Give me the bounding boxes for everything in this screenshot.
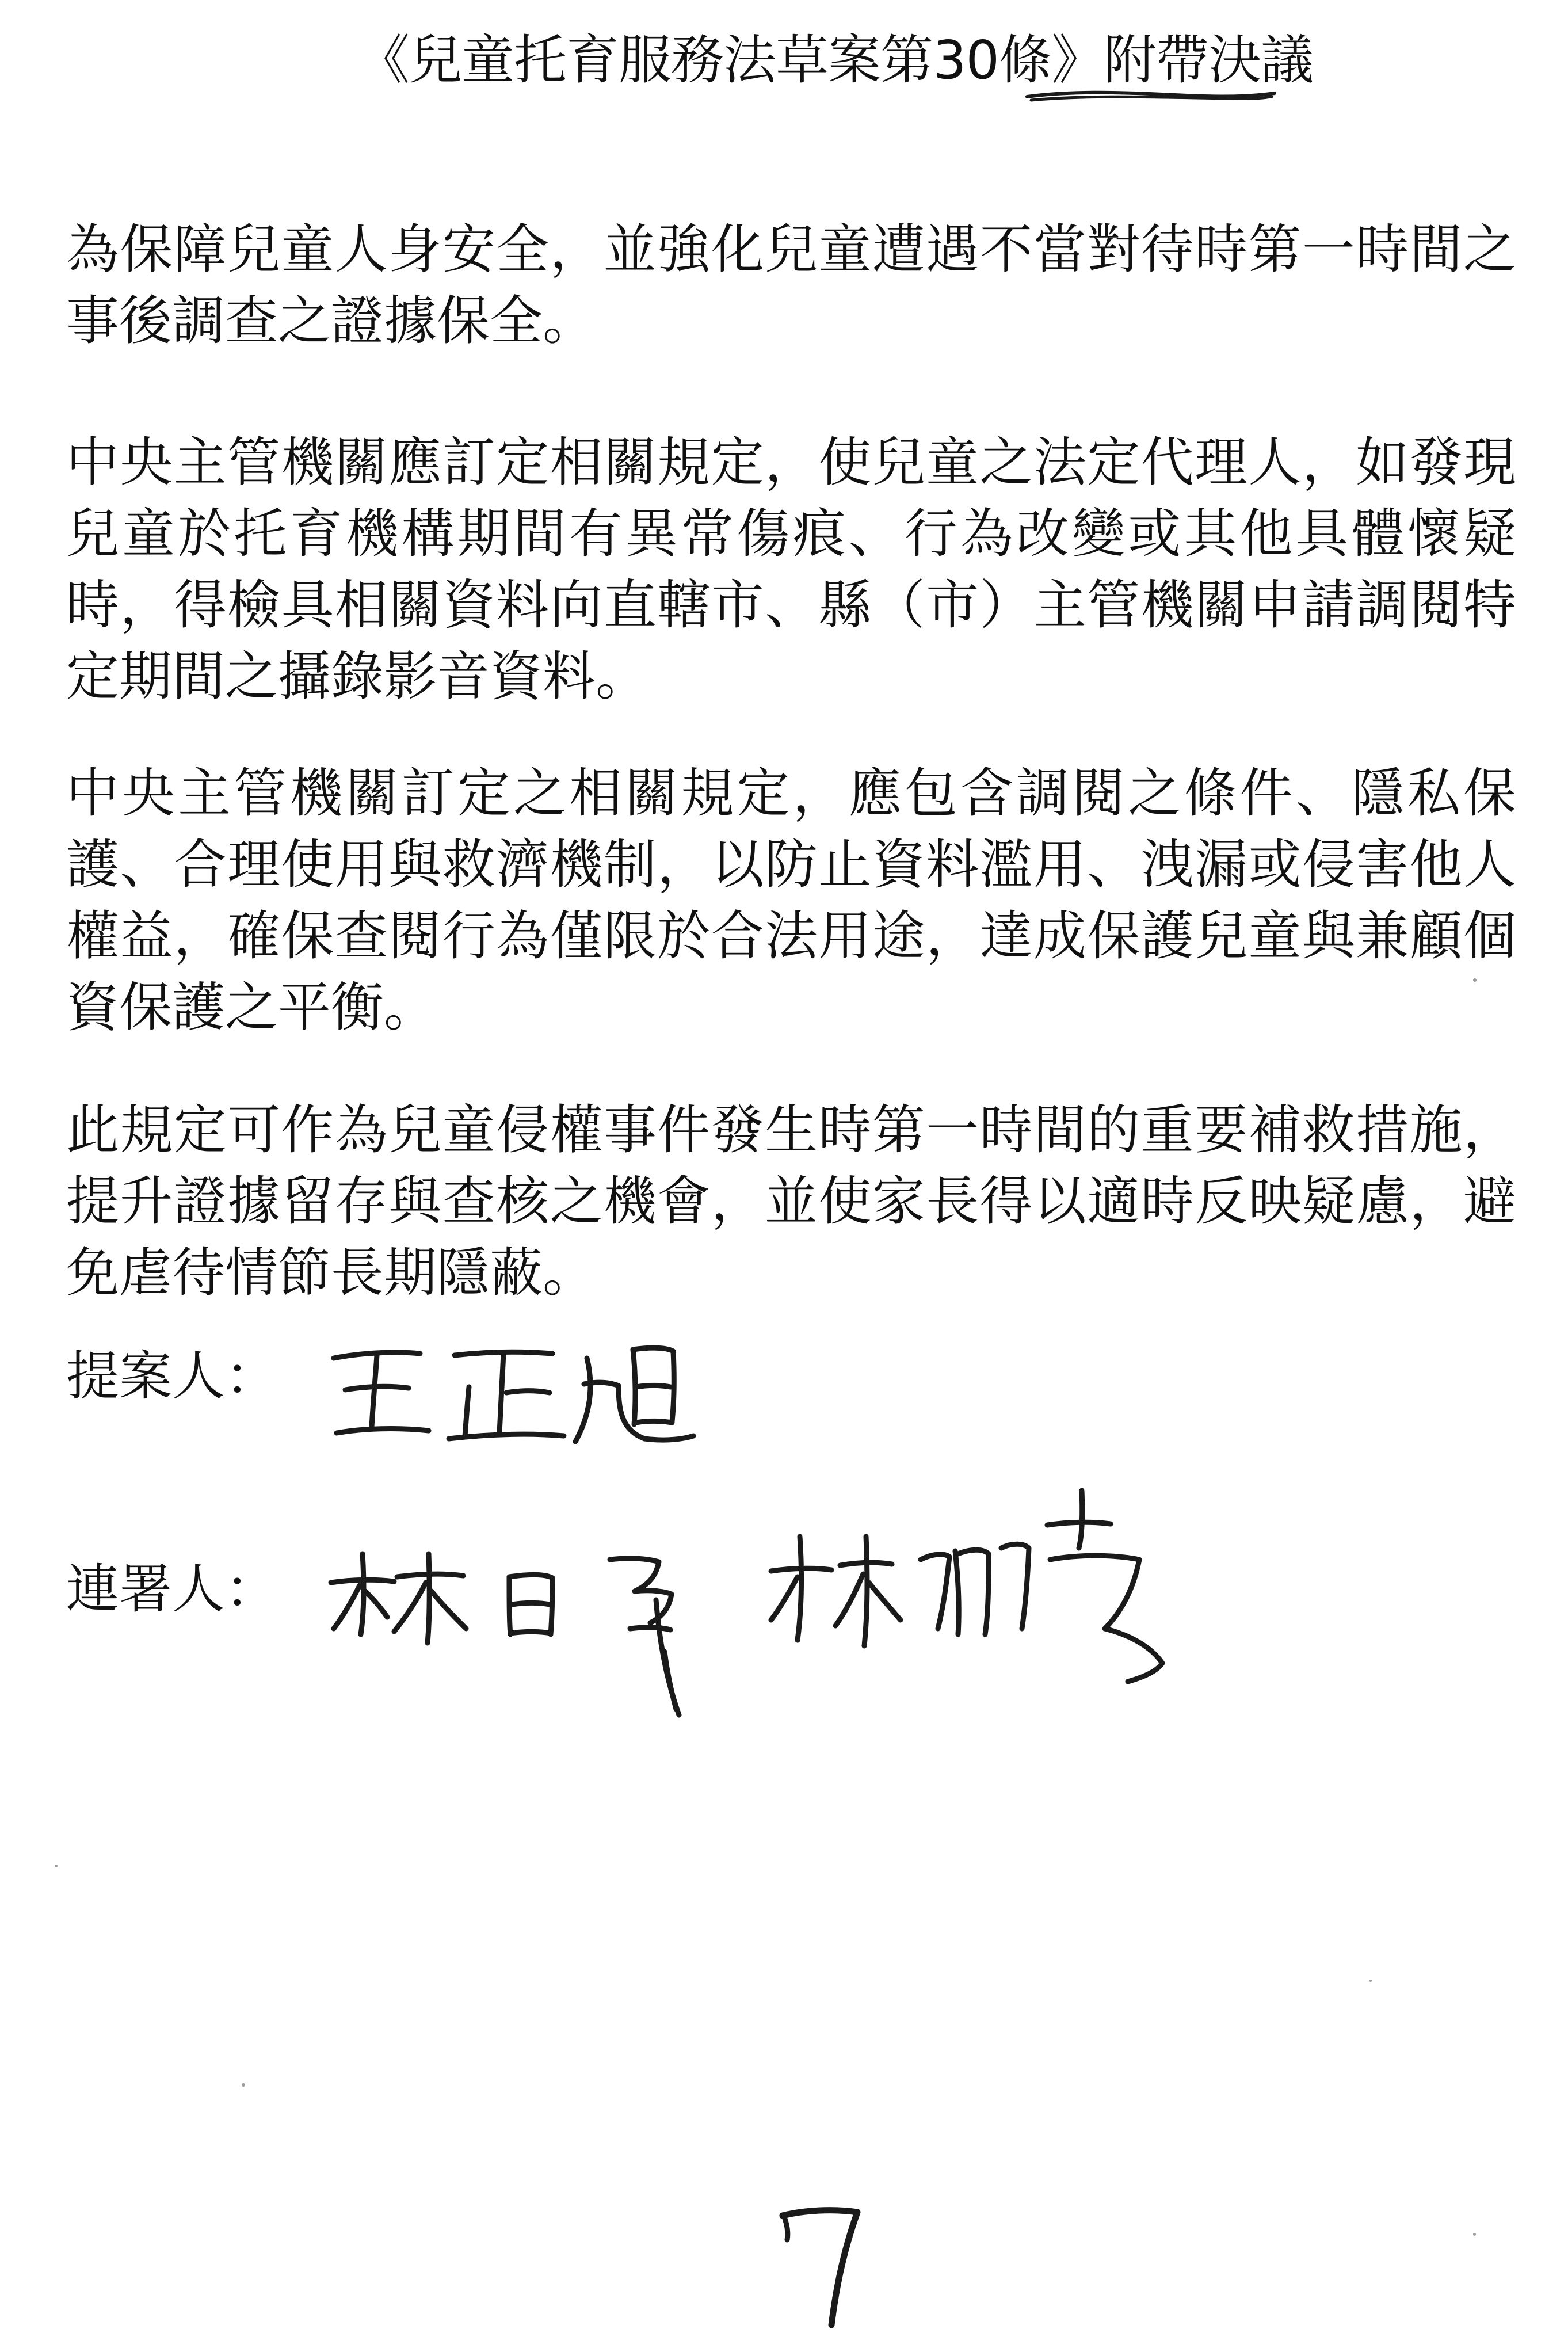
paragraph-safeguards: 中央主管機關訂定之相關規定，應包含調閱之條件、隱私保護、合理使用與救濟機制，以防止資料濫用、洩漏或侵害他人權益，確保查閱行為僅限於合法用途，達成保護兒童與兼顧個資保護之平衡。 bbox=[66, 763, 1516, 1038]
page-number-mark bbox=[771, 2193, 875, 2331]
paragraph-remedy: 此規定可作為兒童侵權事件發生時第一時間的重要補救措施，提升證據留存與查核之機會，並使家長得以適時反映疑慮，避免虐待情節長期隱蔽。 bbox=[66, 1099, 1516, 1303]
scan-speck bbox=[1473, 2233, 1476, 2236]
title-underlined-text: 附帶決議 bbox=[1104, 29, 1314, 91]
paragraph-regulation: 中央主管機關應訂定相關規定，使兒童之法定代理人，如發現兒童於托育機構期間有異常傷痕、行為改變或其他具體懷疑時，得檢具相關資料向直轄市、縣（市）主管機關申請調閱特定期間之攝錄影音資料。 bbox=[66, 432, 1516, 707]
paragraph-purpose: 為保障兒童人身安全，並強化兒童遭遇不當對待時第一時間之事後調查之證據保全。 bbox=[66, 219, 1516, 352]
scan-speck bbox=[242, 2083, 245, 2087]
proposer-label: 提案人： bbox=[66, 1345, 278, 1407]
cosigner-signature-1 bbox=[319, 1537, 722, 1721]
cosigner-label: 連署人： bbox=[66, 1558, 278, 1620]
scan-speck bbox=[1369, 1980, 1372, 1982]
page-number bbox=[0, 0, 1, 1]
proposer-signature bbox=[322, 1324, 696, 1456]
scan-speck bbox=[55, 1865, 58, 1867]
title-text: 《兒童托育服務法草案第30條》 bbox=[357, 29, 1104, 91]
handwritten-underline-mark bbox=[1024, 86, 1277, 104]
cosigner-signature-2 bbox=[760, 1473, 1197, 1692]
resolution-title bbox=[357, 26, 1313, 95]
scan-speck bbox=[1473, 978, 1477, 982]
